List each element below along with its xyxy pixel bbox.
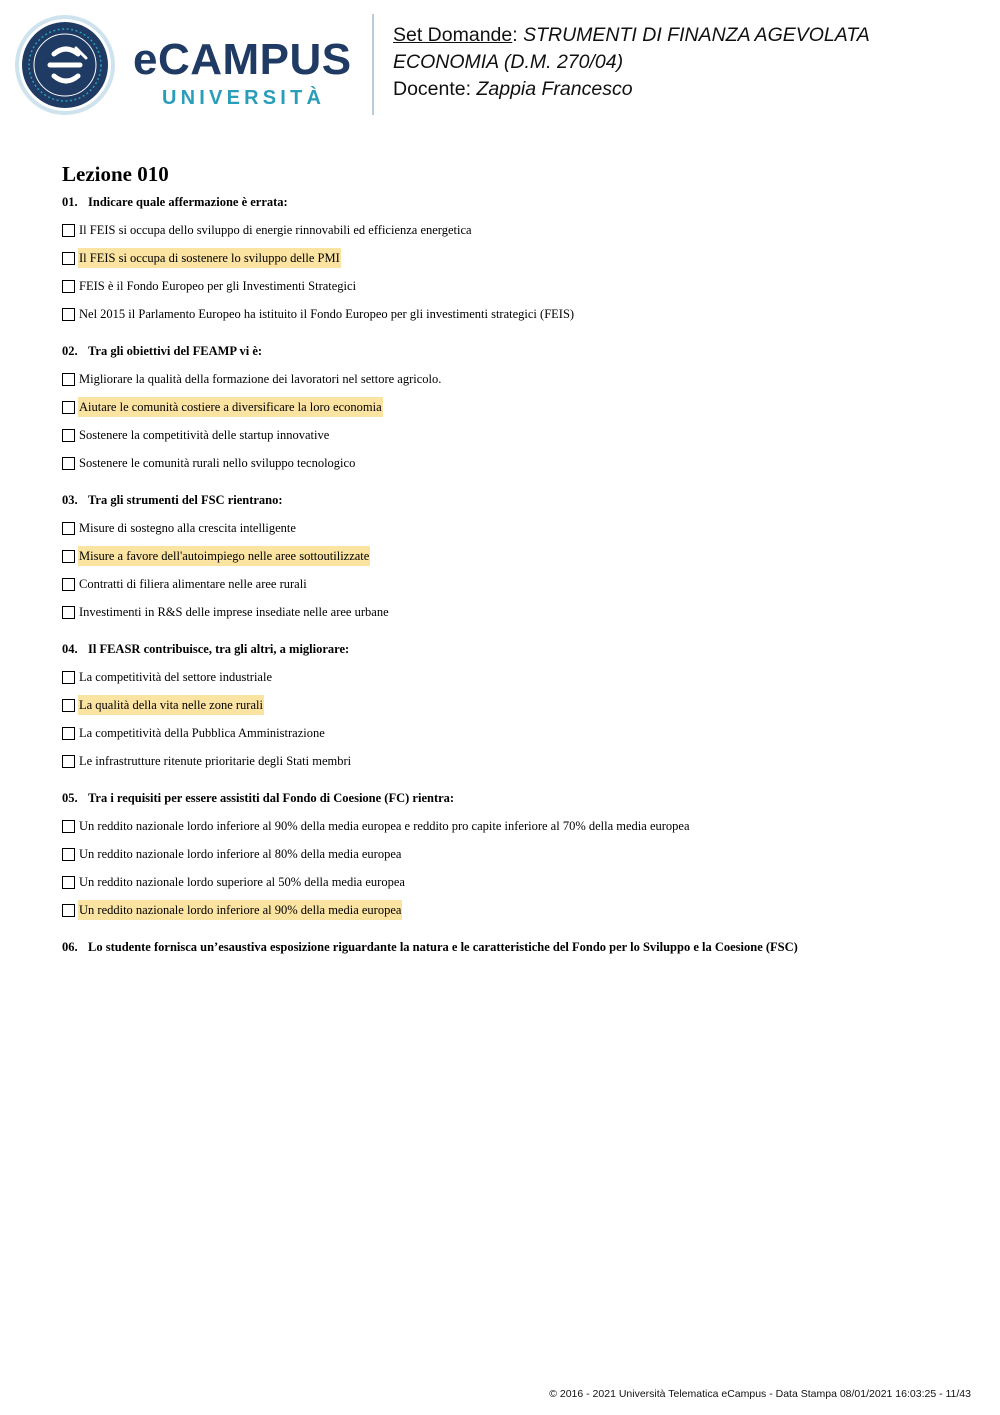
answer-checkbox[interactable] xyxy=(62,308,75,321)
course-subtitle-line xyxy=(393,49,973,76)
question-text: Il FEASR contribuisce, tra gli altri, a migliorare: xyxy=(88,642,350,656)
answer-option[interactable] xyxy=(62,449,962,477)
answer-text: La competitività del settore industriale xyxy=(79,670,272,684)
questions-content xyxy=(62,160,962,961)
answer-text: Misure di sostegno alla crescita intelligente xyxy=(79,521,296,535)
answer-checkbox[interactable] xyxy=(62,727,75,740)
answer-checkbox[interactable] xyxy=(62,457,75,470)
answer-checkbox[interactable] xyxy=(62,429,75,442)
answer-option[interactable] xyxy=(62,216,962,244)
question-heading xyxy=(62,341,962,361)
answer-option[interactable] xyxy=(62,300,962,328)
course-subtitle: ECONOMIA (D.M. 270/04) xyxy=(393,51,624,73)
question-heading xyxy=(62,639,962,659)
answer-option[interactable] xyxy=(62,719,962,747)
question-number: 01. xyxy=(62,195,78,209)
teacher-label: Docente: xyxy=(393,78,477,100)
ecampus-seal-logo xyxy=(14,14,116,116)
question-05 xyxy=(62,788,962,924)
answer-text: La competitività della Pubblica Amministrazione xyxy=(79,726,325,740)
question-03 xyxy=(62,490,962,626)
answer-text-highlighted: La qualità della vita nelle zone rurali xyxy=(78,695,264,715)
answer-checkbox[interactable] xyxy=(62,671,75,684)
answer-text: Investimenti in R&S delle imprese insediate nelle aree urbane xyxy=(79,605,389,619)
answer-text: Un reddito nazionale lordo inferiore al 80% della media europea xyxy=(79,847,402,861)
answer-option[interactable] xyxy=(62,840,962,868)
question-number: 04. xyxy=(62,642,78,656)
question-spacer xyxy=(62,328,962,341)
answer-text: Migliorare la qualità della formazione dei lavoratori nel settore agricolo. xyxy=(79,372,442,386)
answer-option[interactable] xyxy=(62,747,962,775)
answer-text-highlighted: Aiutare le comunità costiere a diversificare la loro economia xyxy=(78,397,383,417)
answer-option[interactable] xyxy=(62,896,962,924)
teacher-line xyxy=(393,76,973,103)
question-heading xyxy=(62,192,962,212)
brand-wordmark: eCAMPUS xyxy=(133,35,352,84)
answer-option[interactable] xyxy=(62,812,962,840)
answer-checkbox[interactable] xyxy=(62,252,75,265)
set-separator: : xyxy=(512,24,524,46)
answer-text: Un reddito nazionale lordo inferiore al 90% della media europea e reddito pro capite inferiore al 70% della media europea xyxy=(79,819,690,833)
answer-option[interactable] xyxy=(62,421,962,449)
answer-option[interactable] xyxy=(62,542,962,570)
lesson-title: Lezione 010 xyxy=(62,162,169,186)
answer-option[interactable] xyxy=(62,598,962,626)
answer-option[interactable] xyxy=(62,868,962,896)
question-list xyxy=(62,192,962,957)
question-06 xyxy=(62,937,962,957)
answer-option[interactable] xyxy=(62,570,962,598)
answer-checkbox[interactable] xyxy=(62,755,75,768)
question-02 xyxy=(62,341,962,477)
question-heading xyxy=(62,788,962,808)
answer-text: Sostenere le comunità rurali nello sviluppo tecnologico xyxy=(79,456,356,470)
question-04 xyxy=(62,639,962,775)
answer-text: Il FEIS si occupa dello sviluppo di energie rinnovabili ed efficienza energetica xyxy=(79,223,472,237)
answer-checkbox[interactable] xyxy=(62,522,75,535)
question-text: Tra i requisiti per essere assistiti dal Fondo di Coesione (FC) rientra: xyxy=(88,791,455,805)
answer-option[interactable] xyxy=(62,663,962,691)
set-label: Set Domande xyxy=(393,24,513,46)
answer-checkbox[interactable] xyxy=(62,280,75,293)
answer-checkbox[interactable] xyxy=(62,401,75,414)
question-number: 03. xyxy=(62,493,78,507)
question-number: 05. xyxy=(62,791,78,805)
page-footer: © 2016 - 2021 Università Telematica eCampus - Data Stampa 08/01/2021 16:03:25 - 11/43 xyxy=(549,1388,971,1400)
answer-checkbox[interactable] xyxy=(62,699,75,712)
question-spacer xyxy=(62,477,962,490)
question-spacer xyxy=(62,924,962,937)
answer-text: Le infrastrutture ritenute prioritarie degli Stati membri xyxy=(79,754,352,768)
answer-option[interactable] xyxy=(62,244,962,272)
question-text: Tra gli obiettivi del FEAMP vi è: xyxy=(88,344,263,358)
answer-checkbox[interactable] xyxy=(62,848,75,861)
question-heading xyxy=(62,937,962,957)
answer-checkbox[interactable] xyxy=(62,606,75,619)
teacher-name: Zappia Francesco xyxy=(476,78,633,100)
question-text: Indicare quale affermazione è errata: xyxy=(88,195,288,209)
question-heading xyxy=(62,490,962,510)
course-title: STRUMENTI DI FINANZA AGEVOLATA xyxy=(523,24,870,46)
course-info xyxy=(393,22,973,103)
answer-text: Un reddito nazionale lordo superiore al 50% della media europea xyxy=(79,875,405,889)
answer-text: Nel 2015 il Parlamento Europeo ha istituito il Fondo Europeo per gli investimenti strategici (FEIS) xyxy=(79,307,575,321)
answer-option[interactable] xyxy=(62,272,962,300)
answer-text: Contratti di filiera alimentare nelle aree rurali xyxy=(79,577,307,591)
answer-checkbox[interactable] xyxy=(62,373,75,386)
answer-checkbox[interactable] xyxy=(62,820,75,833)
question-number: 02. xyxy=(62,344,78,358)
answer-checkbox[interactable] xyxy=(62,578,75,591)
course-title-line xyxy=(393,22,973,49)
answer-option[interactable] xyxy=(62,514,962,542)
question-01 xyxy=(62,192,962,328)
answer-checkbox[interactable] xyxy=(62,224,75,237)
answer-checkbox[interactable] xyxy=(62,876,75,889)
answer-option[interactable] xyxy=(62,365,962,393)
answer-checkbox[interactable] xyxy=(62,904,75,917)
page-header xyxy=(0,0,1000,130)
answer-option[interactable] xyxy=(62,393,962,421)
answer-text-highlighted: Misure a favore dell'autoimpiego nelle aree sottoutilizzate xyxy=(78,546,370,566)
answer-text: Sostenere la competitività delle startup innovative xyxy=(79,428,330,442)
question-spacer xyxy=(62,626,962,639)
question-number: 06. xyxy=(62,940,78,954)
answer-checkbox[interactable] xyxy=(62,550,75,563)
answer-text: FEIS è il Fondo Europeo per gli Investimenti Strategici xyxy=(79,279,357,293)
answer-text-highlighted: Il FEIS si occupa di sostenere lo sviluppo delle PMI xyxy=(78,248,341,268)
header-divider xyxy=(372,14,374,115)
question-spacer xyxy=(62,775,962,788)
brand-subtitle: UNIVERSITÀ xyxy=(162,87,326,109)
question-text: Tra gli strumenti del FSC rientrano: xyxy=(88,493,283,507)
answer-option[interactable] xyxy=(62,691,962,719)
answer-text-highlighted: Un reddito nazionale lordo inferiore al 90% della media europea xyxy=(78,900,402,920)
question-text: Lo studente fornisca un’esaustiva esposizione riguardante la natura e le caratteristiche del Fondo per lo Sviluppo e la Coesione (FSC) xyxy=(88,940,798,954)
